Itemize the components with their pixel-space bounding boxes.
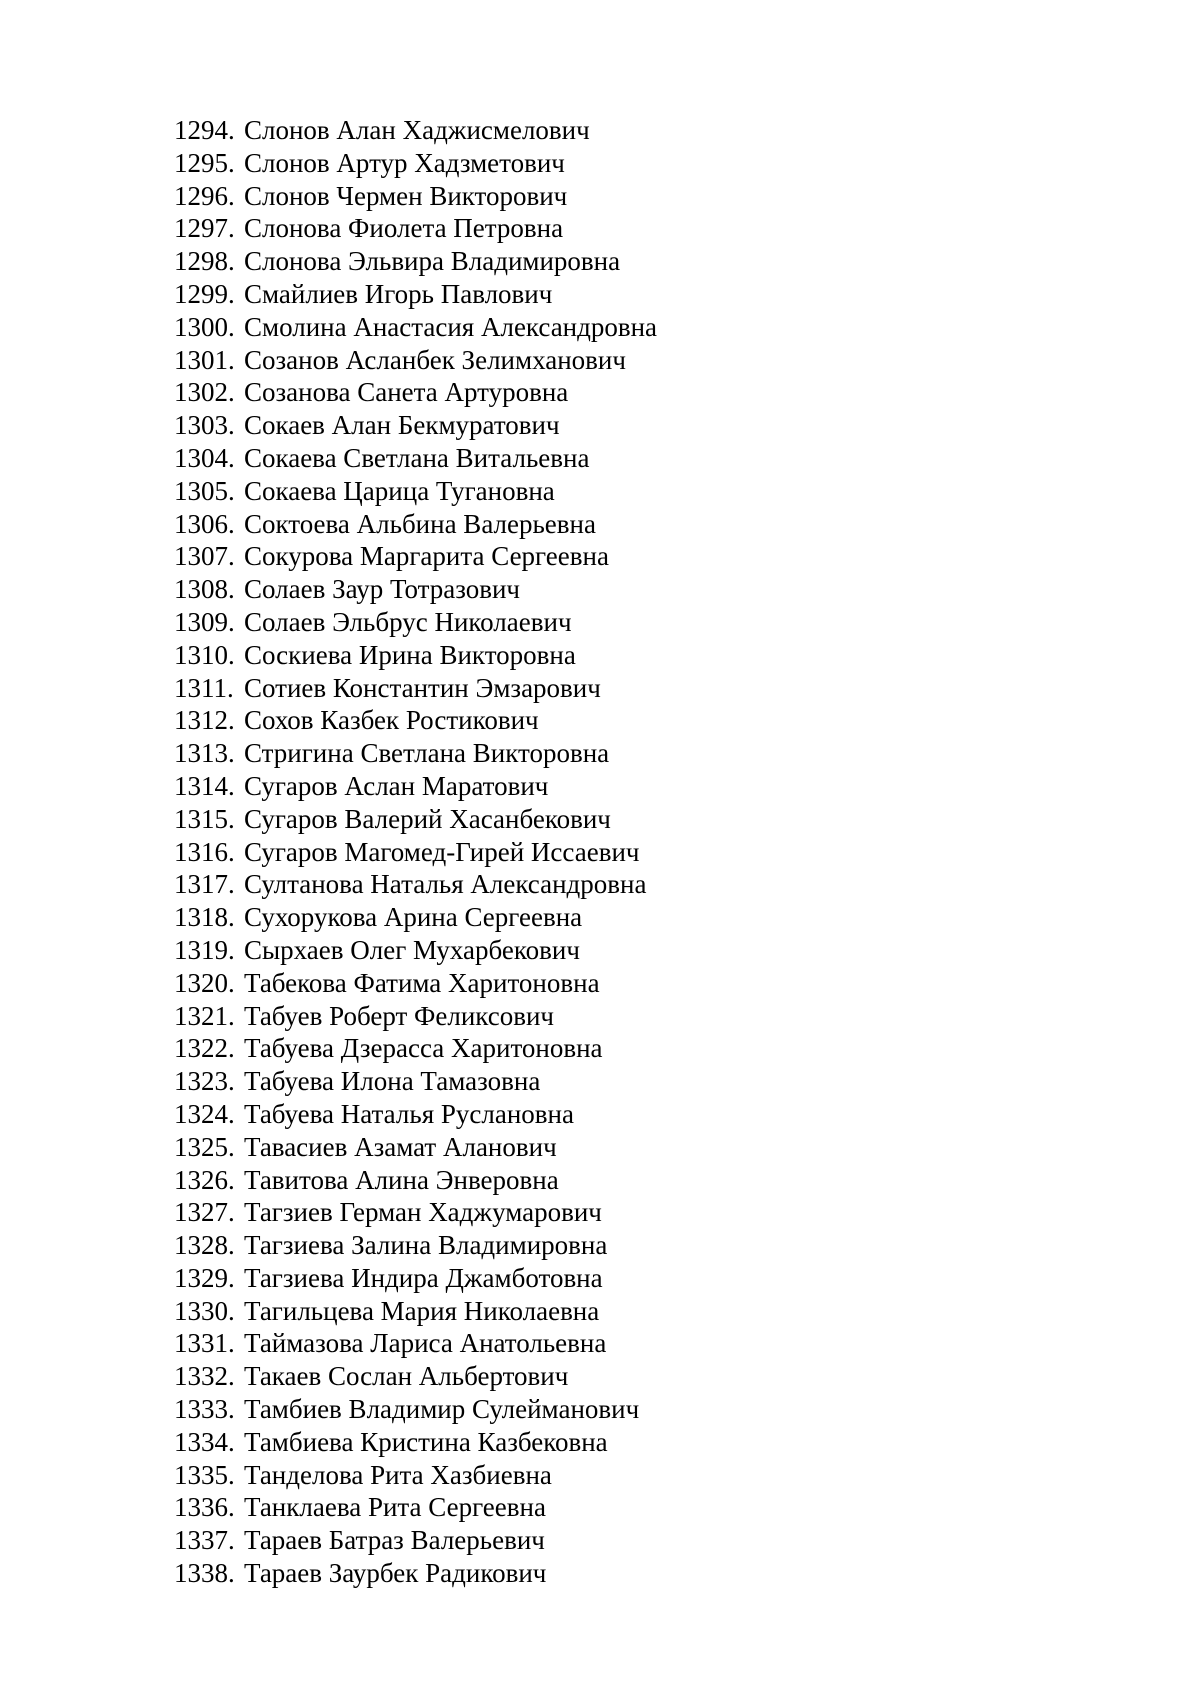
list-item bbox=[174, 639, 657, 672]
entry-number: 1317. bbox=[174, 869, 235, 900]
entry-number: 1299. bbox=[174, 278, 235, 309]
entry-number: 1313. bbox=[174, 738, 235, 769]
list-item bbox=[174, 1327, 657, 1360]
entry-name: Слонов Артур Хадзметович bbox=[244, 147, 565, 178]
list-item bbox=[174, 672, 657, 705]
entry-name: Табуева Наталья Руслановна bbox=[244, 1098, 574, 1129]
list-item bbox=[174, 934, 657, 967]
entry-number: 1309. bbox=[174, 606, 235, 637]
entry-number: 1323. bbox=[174, 1066, 235, 1097]
entry-name: Тагзиева Залина Владимировна bbox=[244, 1230, 608, 1261]
list-item bbox=[174, 1393, 657, 1426]
list-item bbox=[174, 409, 657, 442]
list-item bbox=[174, 803, 657, 836]
entry-name: Тагзиева Индира Джамботовна bbox=[244, 1262, 603, 1293]
entry-number: 1314. bbox=[174, 770, 235, 801]
list-item bbox=[174, 1491, 657, 1524]
entry-number: 1305. bbox=[174, 475, 235, 506]
list-item bbox=[174, 147, 657, 180]
entry-name: Табекова Фатима Харитоновна bbox=[244, 967, 600, 998]
list-item bbox=[174, 606, 657, 639]
entry-name: Таймазова Лариса Анатольевна bbox=[244, 1328, 607, 1359]
entry-name: Сокаева Светлана Витальевна bbox=[244, 442, 590, 473]
list-item bbox=[174, 1000, 657, 1033]
list-item bbox=[174, 836, 657, 869]
list-item bbox=[174, 1229, 657, 1262]
list-item bbox=[174, 212, 657, 245]
list-item bbox=[174, 245, 657, 278]
entry-number: 1338. bbox=[174, 1558, 235, 1589]
entry-name: Сугаров Магомед-Гирей Иссаевич bbox=[244, 836, 640, 867]
list-item bbox=[174, 344, 657, 377]
entry-name: Слонова Фиолета Петровна bbox=[244, 213, 564, 244]
entry-number: 1324. bbox=[174, 1098, 235, 1129]
list-item bbox=[174, 508, 657, 541]
list-item bbox=[174, 278, 657, 311]
list-item bbox=[174, 737, 657, 770]
entry-number: 1319. bbox=[174, 934, 235, 965]
entry-name: Сохов Казбек Ростикович bbox=[244, 705, 539, 736]
entry-name: Тамбиева Кристина Казбековна bbox=[244, 1426, 608, 1457]
list-item bbox=[174, 770, 657, 803]
entry-name: Тавитова Алина Энверовна bbox=[244, 1164, 559, 1195]
entry-number: 1320. bbox=[174, 967, 235, 998]
entry-number: 1301. bbox=[174, 344, 235, 375]
entry-name: Танделова Рита Хазбиевна bbox=[244, 1459, 552, 1490]
list-item bbox=[174, 540, 657, 573]
entry-number: 1303. bbox=[174, 410, 235, 441]
entry-name: Сокаев Алан Бекмуратович bbox=[244, 410, 560, 441]
entry-name: Тавасиев Азамат Аланович bbox=[244, 1131, 557, 1162]
entry-number: 1328. bbox=[174, 1230, 235, 1261]
entry-name: Сокурова Маргарита Сергеевна bbox=[244, 541, 609, 572]
entry-number: 1336. bbox=[174, 1492, 235, 1523]
list-item bbox=[174, 1098, 657, 1131]
entry-name: Смолина Анастасия Александровна bbox=[244, 311, 658, 342]
entry-name: Стригина Светлана Викторовна bbox=[244, 738, 610, 769]
entry-number: 1304. bbox=[174, 442, 235, 473]
entry-number: 1296. bbox=[174, 180, 235, 211]
entry-name: Тамбиев Владимир Сулейманович bbox=[244, 1394, 640, 1425]
entry-name: Тагзиев Герман Хаджумарович bbox=[244, 1197, 602, 1228]
name-list bbox=[174, 114, 657, 1590]
entry-number: 1333. bbox=[174, 1394, 235, 1425]
list-item bbox=[174, 1131, 657, 1164]
entry-name: Сугаров Валерий Хасанбекович bbox=[244, 803, 611, 834]
entry-name: Тараев Заурбек Радикович bbox=[244, 1558, 547, 1589]
list-item bbox=[174, 1459, 657, 1492]
list-item bbox=[174, 1524, 657, 1557]
list-item bbox=[174, 311, 657, 344]
entry-name: Табуев Роберт Феликсович bbox=[244, 1000, 554, 1031]
entry-name: Такаев Сослан Альбертович bbox=[244, 1361, 569, 1392]
entry-name: Слонов Чермен Викторович bbox=[244, 180, 568, 211]
entry-name: Сокаева Царица Тугановна bbox=[244, 475, 555, 506]
entry-name: Солаев Эльбрус Николаевич bbox=[244, 606, 572, 637]
list-item bbox=[174, 1164, 657, 1197]
entry-name: Смайлиев Игорь Павлович bbox=[244, 278, 553, 309]
entry-number: 1311. bbox=[174, 672, 234, 703]
entry-number: 1335. bbox=[174, 1459, 235, 1490]
entry-number: 1330. bbox=[174, 1295, 235, 1326]
entry-name: Табуева Илона Тамазовна bbox=[244, 1066, 541, 1097]
list-item bbox=[174, 442, 657, 475]
entry-name: Созанов Асланбек Зелимханович bbox=[244, 344, 626, 375]
entry-number: 1315. bbox=[174, 803, 235, 834]
list-item bbox=[174, 1557, 657, 1590]
list-item bbox=[174, 704, 657, 737]
entry-name: Султанова Наталья Александровна bbox=[244, 869, 647, 900]
list-item bbox=[174, 967, 657, 1000]
entry-name: Тагильцева Мария Николаевна bbox=[244, 1295, 600, 1326]
entry-name: Слонова Эльвира Владимировна bbox=[244, 246, 621, 277]
entry-number: 1318. bbox=[174, 902, 235, 933]
entry-name: Сотиев Константин Эмзарович bbox=[244, 672, 601, 703]
entry-name: Созанова Санета Артуровна bbox=[244, 377, 569, 408]
entry-number: 1295. bbox=[174, 147, 235, 178]
entry-number: 1327. bbox=[174, 1197, 235, 1228]
list-item bbox=[174, 1295, 657, 1328]
list-item bbox=[174, 1262, 657, 1295]
entry-name: Соскиева Ирина Викторовна bbox=[244, 639, 576, 670]
list-item bbox=[174, 573, 657, 606]
entry-number: 1298. bbox=[174, 246, 235, 277]
entry-number: 1329. bbox=[174, 1262, 235, 1293]
entry-number: 1297. bbox=[174, 213, 235, 244]
entry-number: 1316. bbox=[174, 836, 235, 867]
entry-name: Танклаева Рита Сергеевна bbox=[244, 1492, 546, 1523]
entry-number: 1337. bbox=[174, 1525, 235, 1556]
list-item bbox=[174, 1426, 657, 1459]
entry-name: Сухорукова Арина Сергеевна bbox=[244, 902, 583, 933]
entry-number: 1326. bbox=[174, 1164, 235, 1195]
entry-number: 1308. bbox=[174, 574, 235, 605]
list-item bbox=[174, 1065, 657, 1098]
entry-name: Слонов Алан Хаджисмелович bbox=[244, 115, 590, 145]
list-item bbox=[174, 1032, 657, 1065]
list-item bbox=[174, 1360, 657, 1393]
entry-name: Сугаров Аслан Маратович bbox=[244, 770, 549, 801]
entry-number: 1332. bbox=[174, 1361, 235, 1392]
entry-number: 1306. bbox=[174, 508, 235, 539]
list-item bbox=[174, 868, 657, 901]
entry-number: 1312. bbox=[174, 705, 235, 736]
entry-number: 1325. bbox=[174, 1131, 235, 1162]
entry-number: 1321. bbox=[174, 1000, 235, 1031]
list-item bbox=[174, 180, 657, 213]
list-item bbox=[174, 901, 657, 934]
entry-name: Табуева Дзерасса Харитоновна bbox=[244, 1033, 603, 1064]
entry-number: 1334. bbox=[174, 1426, 235, 1457]
list-item bbox=[174, 376, 657, 409]
entry-number: 1302. bbox=[174, 377, 235, 408]
entry-name: Соктоева Альбина Валерьевна bbox=[244, 508, 596, 539]
entry-name: Солаев Заур Тотразович bbox=[244, 574, 520, 605]
list-item bbox=[174, 475, 657, 508]
entry-number: 1310. bbox=[174, 639, 235, 670]
entry-number: 1294. bbox=[174, 115, 235, 145]
entry-number: 1322. bbox=[174, 1033, 235, 1064]
entry-number: 1300. bbox=[174, 311, 235, 342]
entry-name: Сырхаев Олег Мухарбекович bbox=[244, 934, 580, 965]
list-item bbox=[174, 114, 657, 147]
entry-number: 1331. bbox=[174, 1328, 235, 1359]
entry-name: Тараев Батраз Валерьевич bbox=[244, 1525, 545, 1556]
entry-number: 1307. bbox=[174, 541, 235, 572]
list-item bbox=[174, 1196, 657, 1229]
